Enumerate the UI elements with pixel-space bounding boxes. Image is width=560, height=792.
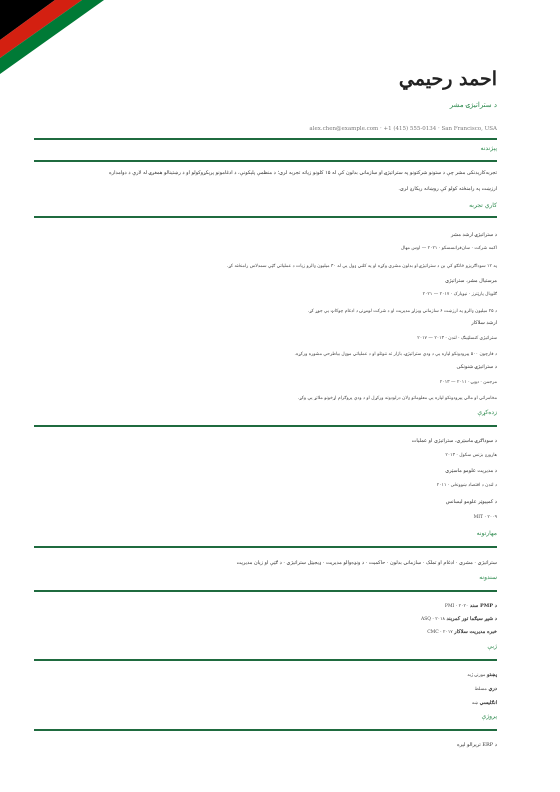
cert-item xyxy=(421,616,497,622)
experience-heading: کاري تجربه xyxy=(469,202,497,209)
experience-meta: مرجمن · دوبۍ · ۲۰۱۱ — ۲۰۱۳ xyxy=(439,380,497,385)
education-degree: د کمپيوټر علومو ليسانس xyxy=(445,499,497,505)
section-rule xyxy=(34,138,497,140)
language-name: انګليسي xyxy=(479,700,497,706)
experience-role: د ستراتيژۍ ارشد مشر xyxy=(451,232,497,238)
education-heading: زده‌کړې xyxy=(477,409,497,416)
cert-item xyxy=(427,629,497,635)
cert-name: د شپږ سيګما تور کمربند xyxy=(446,616,497,622)
experience-role: د ستراتيژۍ شنونکی xyxy=(456,364,497,370)
contact-line: alex.chen@example.com · +1 (415) 555-0134 · San Francisco, USA xyxy=(309,126,497,132)
cert-meta: CMC · ۲۰۱۷ xyxy=(427,630,453,635)
language-item xyxy=(472,700,497,706)
language-level: ښه xyxy=(471,701,479,706)
cert-meta: ASQ · ۲۰۱۸ xyxy=(420,617,445,622)
language-name: پښتو xyxy=(487,672,497,678)
experience-role: ارشد سلاکار xyxy=(471,320,497,326)
certifications-heading: سندونه xyxy=(479,574,497,581)
education-degree: د مديريت علومو ماسټري xyxy=(445,468,497,474)
language-item xyxy=(475,686,497,692)
summary-rule-wrap xyxy=(34,157,497,162)
experience-desc: د ۲۵ میلیون ډالرو په ارزښت ۶ سازماني ويزلړ مديريت او د شرکت لومړنۍ د ادغام چوکاټ يې جوړ کړ. xyxy=(307,309,497,314)
experience-rule-wrap xyxy=(34,213,497,218)
section-rule xyxy=(34,659,497,661)
candidate-title: د ستراتيژۍ مشر xyxy=(449,101,497,109)
section-rule xyxy=(34,216,497,218)
skills-rule-wrap xyxy=(34,543,497,548)
education-school: هارورډ بزنس سکول · ۲۰۱۳ xyxy=(445,453,497,458)
languages-rule-wrap xyxy=(34,656,497,661)
section-rule xyxy=(34,160,497,162)
project-item: د ERP تریرالو لپره xyxy=(457,742,497,748)
cert-name: د PMP سند xyxy=(469,603,497,609)
experience-desc: په ۱۲ سوداګريزو څانګو کې بن د ستراتيژۍ او بدلون مشري وکړه او په کلني ډول يې له ۳۰ میلیون ډالرو زيات د عملياتي ګټې سمدلاس رامنځته کړ. xyxy=(227,264,497,269)
education-rule-wrap xyxy=(34,422,497,427)
skills-list: ستراتيژي · مشري · ادغام او تملک · سازماني بدلون · حاکميت · د ونډه‌والو مديريت · ډيجيټل ستراتيژي · د ګټې او زيان مديريت xyxy=(236,560,497,566)
flag-stripes-icon xyxy=(0,0,120,80)
summary-section xyxy=(34,135,497,152)
flag-corner-decoration xyxy=(0,0,120,80)
language-level: مسلط xyxy=(474,687,487,692)
section-rule xyxy=(34,729,497,731)
projects-heading: پروژې xyxy=(481,713,497,720)
summary-heading: پېژندنه xyxy=(480,145,497,152)
projects-rule-wrap xyxy=(34,726,497,731)
candidate-name: احمد رحيمي xyxy=(398,68,497,90)
languages-heading: ژبې xyxy=(487,643,497,650)
language-name: دري xyxy=(488,686,497,692)
cert-name: خبره مديريت سلاکار xyxy=(454,629,497,635)
experience-desc: د فارچون ۵۰۰ پيرودونکو لپاره يې د ودې ستراتيژۍ، بازار ته ننوتلو او د عملياتي موډل بیاطرحې مشوره ورکړه. xyxy=(294,352,497,357)
experience-desc: مخامراتي او مالي پيرودونکو لپاره يې معلوماتو ډلان درلودونه ورکړل او د ودې پروګرام اړخونو ملاتړ يې وکړ. xyxy=(297,396,497,401)
experience-meta: ګلوبال پارټنرز · نيويارک · ۲۰۱۷ — ۲۰۲۱ xyxy=(422,292,497,297)
education-school: MIT · ۲۰۰۹ xyxy=(473,515,497,520)
cert-item xyxy=(445,603,497,609)
section-rule xyxy=(34,546,497,548)
section-rule xyxy=(34,590,497,592)
certs-rule-wrap xyxy=(34,587,497,592)
experience-meta: ستراتيژي کنسلټينګ · لندن · ۲۰۱۳ — ۲۰۱۷ xyxy=(417,336,497,341)
language-level: مورنۍ ژبه xyxy=(467,673,486,678)
experience-role: مرستيال مشر، ستراتيژي xyxy=(445,278,497,284)
cert-meta: PMI · ۲۰۲۰ xyxy=(444,604,469,609)
experience-meta: اکمه شرکت · سان‌فرانسسکو · ۲۰۲۱ — اوس مهال xyxy=(400,246,497,251)
education-degree: د سوداګرۍ ماسټري، ستراتيژي او عمليات xyxy=(411,438,497,444)
language-item xyxy=(467,672,497,678)
summary-line: تجربه‌کارېدنکی مشر چې د ستونو شرکتونو په ستراتيژۍ او سازماني بدلون کې له ۱۵ کلونو زیاته تجربه لري؛ د منظمې پلېکونې، د ادغامونو پرېکړوکولو او د رښتينالو همغږۍ له لارې د دوامداره xyxy=(109,170,497,176)
skills-heading: مهارتونه xyxy=(476,530,497,537)
summary-line: ارزښت په رامنځته کولو کې روښانه ريکارډ لري. xyxy=(398,186,497,192)
education-school: د لندن د اقتصاد ښوونځی · ۲۰۱۱ xyxy=(436,483,497,488)
section-rule xyxy=(34,425,497,427)
